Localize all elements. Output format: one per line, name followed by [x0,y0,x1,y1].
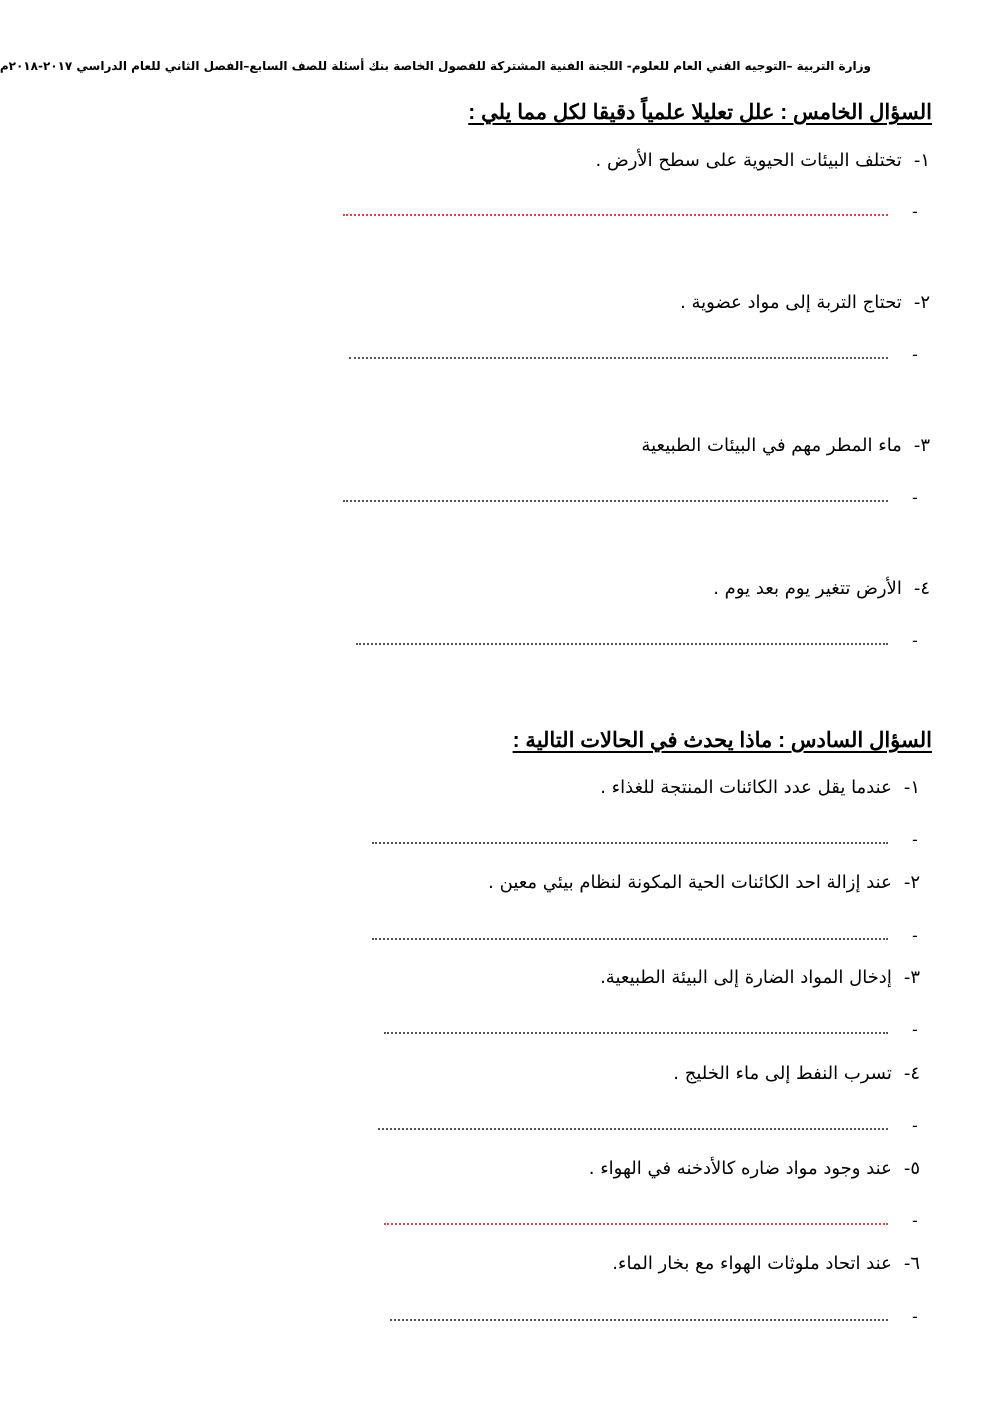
question-number: ٦- [903,1253,920,1274]
answer-line[interactable] [378,1128,888,1130]
answer-dash: - [912,1116,918,1135]
answer-dash: - [912,1211,918,1230]
s6-question-1 [600,777,920,798]
answer-dash: - [912,488,918,507]
question-number: ٥- [903,1158,920,1179]
s6-question-3 [600,967,920,988]
s5-answer-1[interactable] [340,202,920,224]
answer-dash: - [912,345,918,364]
s6-answer-1[interactable] [340,830,920,852]
section-6-title: السؤال السادس : ماذا يحدث في الحالات التالية : [512,729,932,752]
answer-line[interactable] [384,1032,888,1034]
s6-answer-6[interactable] [340,1307,920,1329]
answer-line[interactable] [372,842,888,844]
question-text: عند وجود مواد ضاره كالأدخنه في الهواء . [588,1158,892,1179]
question-number: ٣- [903,967,920,988]
question-number: ٣- [913,435,930,456]
question-number: ١- [913,150,930,171]
s6-question-6 [612,1253,920,1274]
answer-dash: - [912,926,918,945]
question-text: إدخال المواد الضارة إلى البيئة الطبيعية. [600,967,892,988]
question-text: تسرب النفط إلى ماء الخليج . [673,1063,892,1084]
answer-dash: - [912,830,918,849]
s5-question-3 [641,435,930,456]
question-text: الأرض تتغير يوم بعد يوم . [713,578,902,599]
question-number: ٢- [903,872,920,893]
s6-question-4 [673,1063,920,1084]
question-text: تحتاج التربة إلى مواد عضوية . [680,292,902,313]
question-text: عند إزالة احد الكائنات الحية المكونة لنظام بيئي معين . [488,872,892,893]
question-number: ٤- [913,578,930,599]
s6-answer-3[interactable] [340,1020,920,1042]
question-number: ٢- [913,292,930,313]
question-text: عندما يقل عدد الكائنات المنتجة للغذاء . [600,777,892,798]
s5-question-1 [596,150,930,171]
answer-line[interactable] [343,500,888,502]
s5-answer-4[interactable] [340,631,920,653]
answer-line[interactable] [372,938,888,940]
answer-line[interactable] [356,643,888,645]
answer-dash: - [912,1020,918,1039]
s6-question-2 [488,872,920,893]
s5-question-4 [713,578,930,599]
answer-dash: - [912,1307,918,1326]
question-number: ١- [903,777,920,798]
answer-line[interactable] [349,357,888,359]
answer-line[interactable] [343,214,888,216]
s6-question-5 [589,1158,920,1179]
question-text: تختلف البيئات الحيوية على سطح الأرض . [595,150,902,171]
question-number: ٤- [903,1063,920,1084]
s6-answer-2[interactable] [340,926,920,948]
question-text: عند اتحاد ملوثات الهواء مع بخار الماء. [612,1253,892,1274]
s6-answer-4[interactable] [340,1116,920,1138]
answer-line[interactable] [390,1319,888,1321]
s5-answer-3[interactable] [340,488,920,510]
answer-line[interactable] [384,1223,888,1225]
answer-dash: - [912,631,918,650]
section-5-title: السؤال الخامس : علل تعليلا علمياً دقيقا لكل مما يلي : [468,101,932,124]
answer-dash: - [912,202,918,221]
s6-answer-5[interactable] [340,1211,920,1233]
s5-answer-2[interactable] [340,345,920,367]
page-header: وزارة التربية –التوجيه الفني العام للعلوم- اللجنة الفنية المشتركة للفصول الخاصة بنك أسئلة للصف السابع–الفصل الثاني للعام الدراسي ٢٠١٧-٢٠١٨م [0,59,871,73]
question-text: ماء المطر مهم في البيئات الطبيعية [641,435,902,456]
s5-question-2 [680,292,930,313]
